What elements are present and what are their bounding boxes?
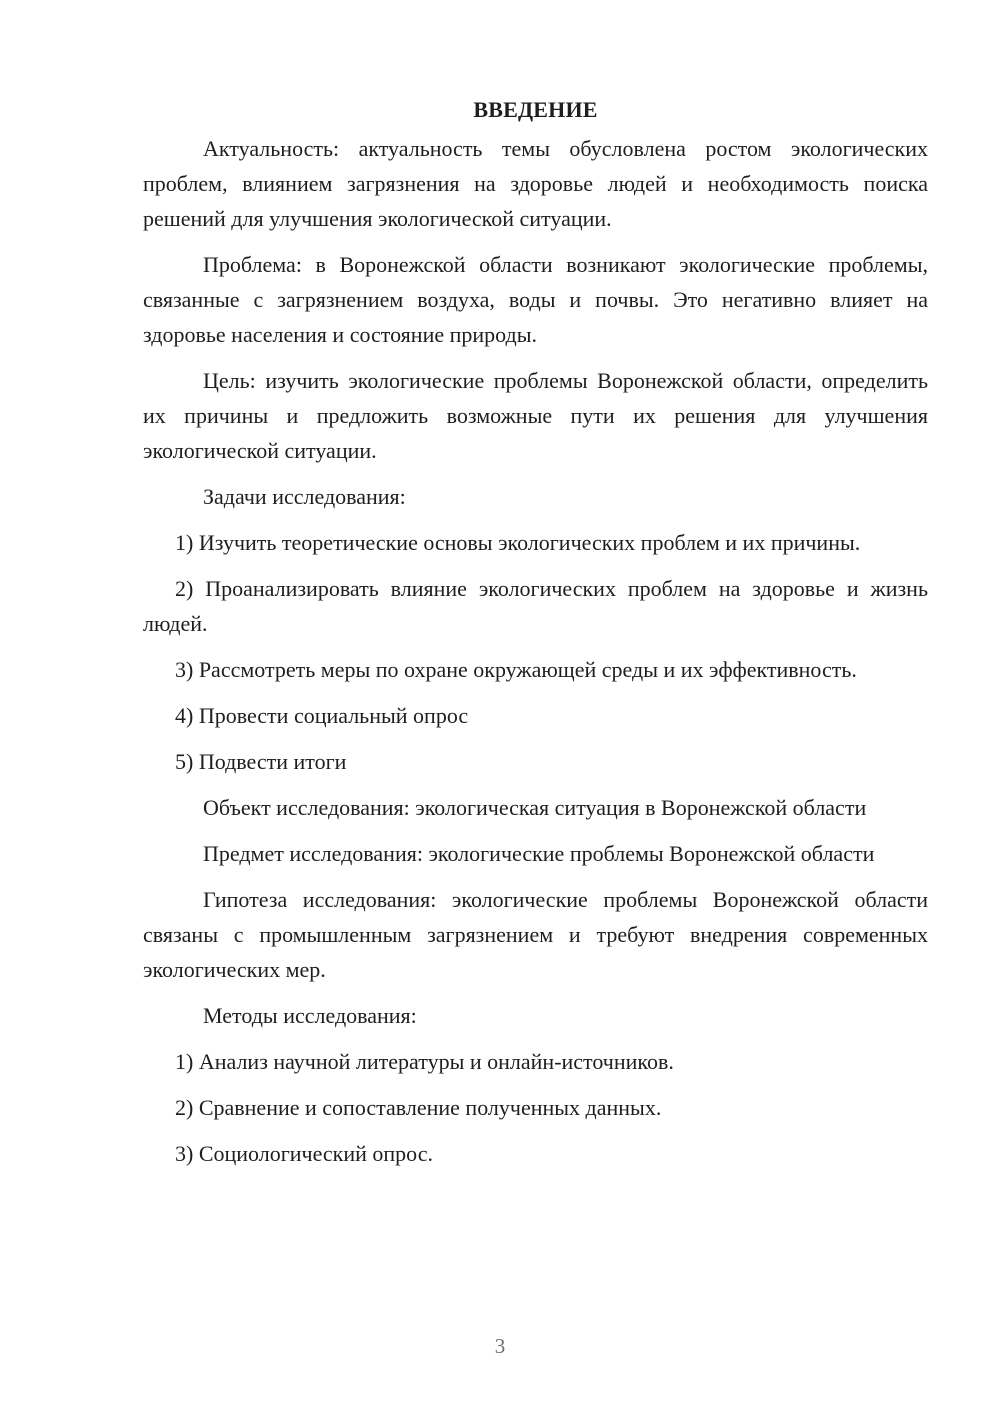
task-item-4: 4) Провести социальный опрос	[175, 703, 469, 728]
task-item-5: 5) Подвести итоги	[175, 749, 347, 774]
method-item-2: 2) Сравнение и сопоставление полученных данных.	[175, 1095, 662, 1120]
relevance-paragraph: Актуальность: актуальность темы обусловлена ростом экологических проблем, влиянием загрязнения на здоровье людей и необходимость поиска решений для улучшения экологической ситуации.	[143, 136, 928, 231]
method-item-3: 3) Социологический опрос.	[175, 1141, 433, 1166]
task-item-3: 3) Рассмотреть меры по охране окружающей среды и их эффективность.	[175, 657, 857, 682]
task-item-2: 2) Проанализировать влияние экологических проблем на здоровье и жизнь людей.	[143, 576, 928, 636]
document-body	[143, 92, 928, 1182]
task-item-1: 1) Изучить теоретические основы экологических проблем и их причины.	[175, 530, 861, 555]
hypothesis-paragraph: Гипотеза исследования: экологические проблемы Воронежской области связаны с промышленным загрязнением и требуют внедрения современных экологических мер.	[143, 887, 928, 982]
subject-paragraph: Предмет исследования: экологические проблемы Воронежской области	[203, 841, 875, 866]
page-title: ВВЕДЕНИЕ	[473, 97, 598, 122]
problem-paragraph: Проблема: в Воронежской области возникают экологические проблемы, связанные с загрязнением воздуха, воды и почвы. Это негативно влияет на здоровье населения и состояние природы.	[143, 252, 928, 347]
tasks-heading: Задачи исследования:	[203, 484, 406, 509]
method-item-1: 1) Анализ научной литературы и онлайн-источников.	[175, 1049, 674, 1074]
goal-paragraph: Цель: изучить экологические проблемы Воронежской области, определить их причины и предложить возможные пути их решения для улучшения экологической ситуации.	[143, 368, 928, 463]
page-number: 3	[494, 1334, 506, 1358]
methods-heading: Методы исследования:	[203, 1003, 417, 1028]
object-paragraph: Объект исследования: экологическая ситуация в Воронежской области	[203, 795, 867, 820]
